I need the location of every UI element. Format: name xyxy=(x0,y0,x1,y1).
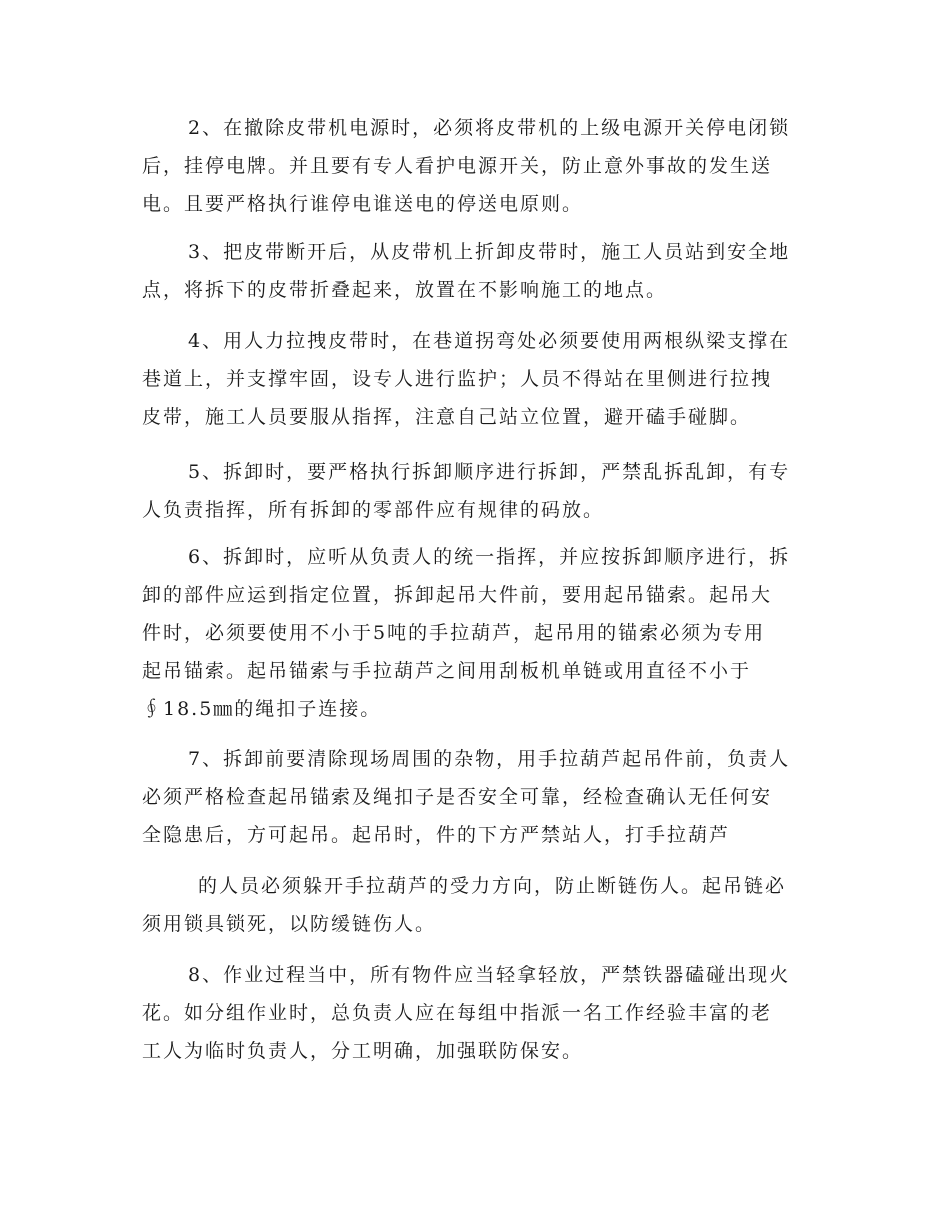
text-line: 7、拆卸前要清除现场周围的杂物，用手拉葫芦起吊件前，负责人 xyxy=(188,748,791,770)
text-line: 件时，必须要使用不小于5吨的手拉葫芦，起吊用的锚索必须为专用 xyxy=(142,622,766,644)
text-line: 花。如分组作业时，总负责人应在每组中指派一名工作经验丰富的老 xyxy=(142,1002,773,1024)
text-line: 皮带，施工人员要服从指挥，注意自己站立位置，避开磕手碰脚。 xyxy=(142,406,752,428)
text-line: 4、用人力拉拽皮带时，在巷道拐弯处必须要使用两根纵梁支撑在 xyxy=(188,330,791,352)
text-line: 8、作业过程当中，所有物件应当轻拿轻放，严禁铁器磕碰出现火 xyxy=(188,964,791,986)
text-line: 5、拆卸时，要严格执行拆卸顺序进行拆卸，严禁乱拆乱卸，有专 xyxy=(188,461,791,483)
paragraph-5 xyxy=(142,453,812,529)
paragraph-2 xyxy=(142,109,812,223)
text-line: 的人员必须躲开手拉葫芦的受力方向，防止断链伤人。起吊链必 xyxy=(198,875,787,897)
text-line: 6、拆卸时，应听从负责人的统一指挥，并应按拆卸顺序进行，拆 xyxy=(188,546,791,568)
text-line: 3、把皮带断开后，从皮带机上折卸皮带时，施工人员站到安全地 xyxy=(188,241,791,263)
paragraph-6 xyxy=(142,538,812,728)
text-line: 后，挂停电牌。并且要有专人看护电源开关，防止意外事故的发生送 xyxy=(142,155,773,177)
paragraph-7 xyxy=(142,740,812,854)
text-line: 卸的部件应运到指定位置，拆卸起吊大件前，要用起吊锚索。起吊大 xyxy=(142,584,773,606)
paragraph-8 xyxy=(142,956,812,1070)
text-line: 2、在撤除皮带机电源时，必须将皮带机的上级电源开关停电闭锁 xyxy=(188,117,791,139)
text-line: 人负责指挥，所有拆卸的零部件应有规律的码放。 xyxy=(142,499,605,521)
text-line: 必须严格检查起吊锚索及绳扣子是否安全可靠，经检查确认无任何安 xyxy=(142,786,773,808)
text-line: 全隐患后，方可起吊。起吊时，件的下方严禁站人，打手拉葫芦 xyxy=(142,824,731,846)
text-line: ∮18.5㎜的绳扣子连接。 xyxy=(142,698,382,720)
paragraph-4 xyxy=(142,322,812,436)
text-line: 工人为临时负责人，分工明确，加强联防保安。 xyxy=(142,1040,584,1062)
text-line: 须用锁具锁死，以防缓链伤人。 xyxy=(142,913,437,935)
text-line: 巷道上，并支撑牢固，设专人进行监护；人员不得站在里侧进行拉拽 xyxy=(142,368,773,390)
paragraph-7-continued xyxy=(142,867,812,943)
text-line: 点，将拆下的皮带折叠起来，放置在不影响施工的地点。 xyxy=(142,279,668,301)
text-line: 电。且要严格执行谁停电谁送电的停送电原则。 xyxy=(142,193,584,215)
text-line: 起吊锚索。起吊锚索与手拉葫芦之间用刮板机单链或用直径不小于 xyxy=(142,660,752,682)
paragraph-3 xyxy=(142,233,812,309)
